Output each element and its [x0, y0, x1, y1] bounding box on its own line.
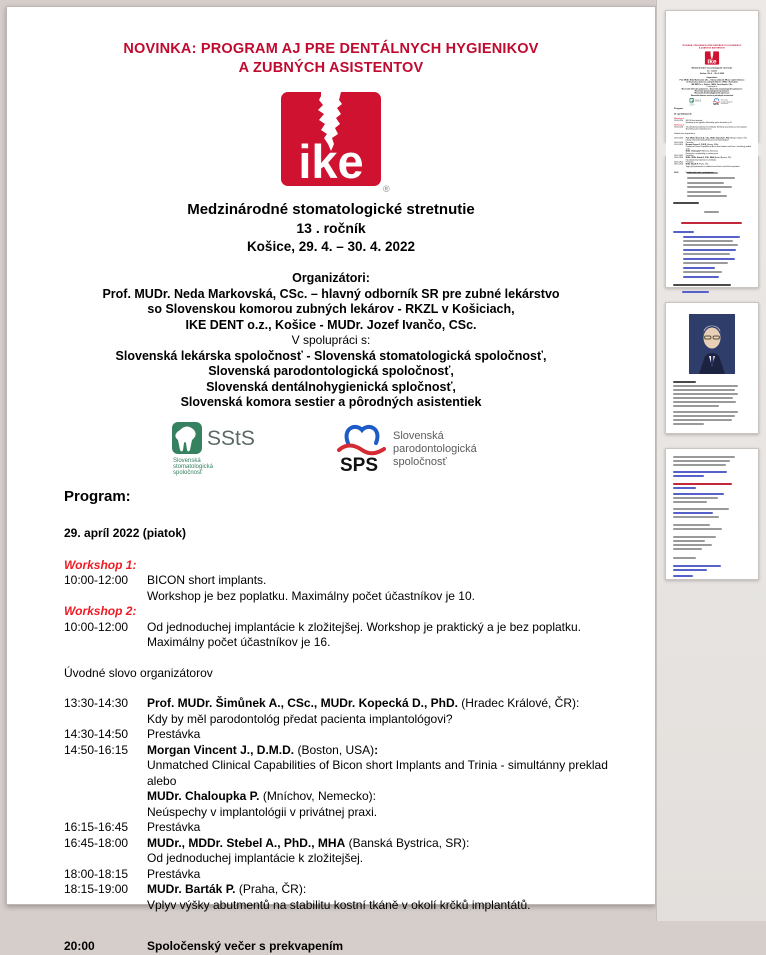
- session-time: 16:15-16:45: [64, 820, 129, 834]
- thumbnail-text-line: [673, 544, 712, 546]
- organizers-heading: Organizátori:: [292, 271, 370, 285]
- svg-text:spoločnosť: spoločnosť: [173, 469, 203, 476]
- thumbnail-text-line: [673, 548, 703, 550]
- banner-line-2: A ZUBNÝCH ASISTENTOV: [238, 60, 424, 76]
- svg-text:parodontologická: parodontologická: [393, 442, 477, 455]
- evening-row: [64, 939, 627, 955]
- thumbnail-text-line: [673, 460, 731, 462]
- thumbnail-text-line: [673, 487, 696, 489]
- thumbnail-text-line: [683, 262, 727, 264]
- thumbnail-text-line: [673, 419, 732, 421]
- document-page-1: [6, 6, 656, 953]
- ike-logo-graphic: [268, 90, 394, 194]
- thumbnail-text-line: [683, 240, 733, 242]
- thumbnail-text-line: [683, 276, 718, 278]
- svg-text:SPS: SPS: [712, 102, 719, 106]
- ssts-logo: [171, 421, 276, 475]
- cooperation-line: Slovenská dentálnohygienická spločnosť,: [206, 379, 456, 394]
- svg-text:ike: ike: [706, 58, 717, 66]
- thumbnail-page-4-preview: [666, 449, 758, 579]
- organizers-block: [7, 271, 655, 411]
- session-row: [64, 882, 627, 913]
- thumbnail-text-line: [673, 397, 734, 399]
- cooperation-line: Slovenská lekárska spoločnosť - Slovenská stomatologická spoločnosť,: [115, 348, 547, 363]
- workshop-1-row: [64, 573, 627, 604]
- page-banner-title: [7, 40, 655, 78]
- speaker-photo-icon: [689, 314, 735, 374]
- svg-text:Slovenská: Slovenská: [689, 103, 693, 105]
- session-time: 16:45-18:00: [64, 835, 129, 850]
- thumbnail-text-line: [673, 528, 723, 530]
- session-time: 14:50-16:15: [64, 742, 129, 757]
- thumbnail-page-3-preview: [666, 303, 758, 433]
- cooperation-line: Slovenská parodontologická spoločnosť,: [208, 364, 454, 378]
- thumbnail-text-line: [683, 253, 730, 255]
- svg-text:®: ®: [383, 184, 390, 194]
- organizer-line: so Slovenskou komorou zubných lekárov - RKZL v Košiciach,: [147, 302, 515, 316]
- session-row: [64, 696, 627, 727]
- thumbnail-text-line: [681, 222, 742, 224]
- thumbnail-text-line: [673, 393, 739, 395]
- thumbnail-text-line: [673, 483, 732, 485]
- thumbnail-text-line: [673, 475, 704, 477]
- thumbnail-page-1[interactable]: [665, 10, 759, 174]
- session-time: 14:30-14:50: [64, 727, 129, 741]
- thumbnail-text-line: [683, 267, 714, 269]
- workshop-1-time: 10:00-12:00: [64, 573, 129, 587]
- svg-text:ike: ike: [298, 135, 364, 188]
- thumbnail-text-line: [673, 456, 735, 458]
- thumbnail-text-line: [687, 195, 728, 197]
- session-description: Morgan Vincent J., D.M.D. (Boston, USA): Unmatched Clinical Capabilities of Bicon short Implants and Trinia - simultánny preklad alebo MUDr. Chaloupka P. (Mníchov, Nemecko): Neúspechy v implantológii v privátnej praxi.: [147, 742, 608, 819]
- session-description: MUDr. Barták P. (Praha, ČR): Vplyv výšky abutmentů na stabilitu kostní tkáně v okolí krčků implantátů.: [147, 882, 531, 912]
- thumbnail-text-line: [673, 202, 700, 204]
- svg-text:parodontologická: parodontologická: [720, 102, 733, 104]
- thumbnail-text-line: [673, 557, 696, 559]
- sps-logo: [331, 421, 491, 475]
- event-title: Medzinárodné stomatologické stretnutie: [187, 201, 475, 218]
- svg-text:Slovenská: Slovenská: [393, 429, 444, 442]
- thumbnail-text-line: [683, 258, 734, 260]
- thumbnail-text-line: [673, 401, 737, 403]
- organizer-line: IKE DENT o.z., Košice - MUDr. Jozef Ivančo, CSc.: [185, 317, 477, 332]
- thumbnail-text-line: [683, 271, 722, 273]
- thumbnail-page-2-preview: [666, 157, 758, 287]
- session-row: [64, 820, 627, 836]
- workshop-2-line: Maximálny počet účastníkov je 16.: [147, 635, 331, 649]
- thumbnail-page-2[interactable]: [665, 156, 759, 288]
- event-header: [7, 200, 655, 256]
- thumbnail-text-line: [683, 236, 739, 238]
- workshop-2-line: Od jednoduchej implantácie k zložitejšej. Workshop je praktický a je bez poplatku.: [147, 619, 582, 634]
- svg-text:spoločnosť: spoločnosť: [393, 455, 447, 468]
- thumbnail-text-line: [673, 497, 718, 499]
- session-time: 18:00-18:15: [64, 866, 129, 881]
- thumbnail-text-line: [673, 415, 735, 417]
- thumbnail-text-line: [687, 177, 735, 179]
- thumbnail-text-line: [673, 381, 696, 383]
- svg-text:SStS: SStS: [693, 98, 701, 103]
- thumbnail-text-line: [673, 524, 710, 526]
- workshop-2-row: [64, 620, 627, 651]
- thumbnail-text-line: [673, 471, 728, 473]
- thumbnail-text-line: [673, 411, 739, 413]
- thumbnail-text-line: [673, 423, 704, 425]
- cooperation-label: V spolupráci s:: [291, 333, 371, 347]
- session-description: Prestávka: [147, 820, 201, 834]
- workshop-1-line: BICON short implants.: [147, 573, 267, 587]
- thumbnail-text-line: [673, 464, 726, 466]
- thumbnail-text-line: [673, 512, 714, 514]
- svg-text:spoločnosť: spoločnosť: [720, 104, 728, 106]
- thumbnail-text-line: [673, 565, 721, 567]
- session-description: MUDr., MDDr. Stebel A., PhD., MHA (Banská Bystrica, SR): Od jednoduchej implantácie k zložitejšej.: [147, 835, 470, 865]
- thumbnail-text-line: [673, 516, 720, 518]
- thumbnail-text-line: [673, 231, 695, 233]
- thumbnail-text-line: [687, 191, 721, 193]
- svg-text:SPS: SPS: [340, 454, 379, 476]
- program-intro: Úvodné slovo organizátorov: [64, 665, 213, 680]
- session-time: 13:30-14:30: [64, 696, 129, 710]
- thumbnail-text-line: [673, 569, 707, 571]
- thumbnail-text-line: [673, 540, 706, 542]
- session-row: [64, 743, 627, 821]
- organizer-line: Prof. MUDr. Neda Markovská, CSc. – hlavný odborník SR pre zubné lekárstvo: [102, 286, 560, 301]
- event-place-date: Košice, 29. 4. – 30. 4. 2022: [246, 239, 416, 254]
- svg-text:SStS: SStS: [207, 426, 255, 450]
- thumbnail-text-line: [673, 385, 739, 387]
- ike-logo: [7, 90, 655, 194]
- thumbnail-text-line: [687, 182, 724, 184]
- banner-line-1: NOVINKA: PROGRAM AJ PRE DENTÁLNYCH HYGIENIKOV: [123, 41, 539, 57]
- session-time: 18:15-19:00: [64, 882, 129, 896]
- thumbnail-text-line: [673, 493, 724, 495]
- thumbnail-text-line: [673, 389, 735, 391]
- thumbnail-text-line: [682, 291, 709, 293]
- thumbnail-page-1-preview: NOVINKA: PROGRAM AJ PRE DENTÁLNYCH HYGIENIKOV A ZUBNÝCH ASISTENTOV ike ® Medzinárodné stomatologické stretnutie 13 . ročník Košice, 29. 4. – 30. 4. 2022 Organizátori: Prof. MUDr. Neda Markovská, CSc. – hlavný odborník SR pre zubné lekárstvo so Slovenskou komorou zubných lekárov - RKZL v Košiciach, IKE DENT o.z., Košice - MUDr. Jozef Ivančo, CSc. V spolupráci s: Slovenská lekárska spoločnosť - Slovenská stomatologická spoločnosť, Slovenská parodontologická spoločnosť, Slovenská dentálnohygienická spločnosť, Slovenská komora sestier a pôrodných asistentiek SStS Slovenská stomatologická spoločnosť SPS Slovenská parodontologická spoločnosť Program: 29. apríl 2022 (piatok) Workshop 1: 10:00-12:00 BICON short implants. Workshop je bez poplatku. Maximálny počet účastníkov je 10. Workshop 2: 10:00-12:00 Od jednoduchej implantácie k zložitejšej. Workshop je praktický a je bez poplatku. Maximálny počet účastníkov je 16. Úvodné slovo organizátorov 13:30-14:30 Prof. MUDr. Šimůnek A., CSc., MUDr. Kopecká D., PhD. (Hradec Králové, ČR): Kdy by měl parodontológ předat pacienta implantológovi? 14:30-14:50 Prestávka 14:50-16:15 Morgan Vincent J., D.M.D. (Boston, USA): Unmatched Clinical Capabilities of Bicon short Implants and Trinia - simultánny preklad alebo MUDr. Chaloupka P. (Mníchov, Nemecko): Neúspechy v implantológii v privátnej praxi. 16:15-16:45 Prestávka 16:45-18:00 MUDr., MDDr. Stebel A., PhD., MHA (Banská Bystrica, SR): Od jednoduchej implantácie k zložitejšej. 18:00-18:15 Prestávka 18:15-19:00 MUDr. Barták P. (Praha, ČR): Vplyv výšky abutmentů na stabilitu kostní tkáně v okolí krčků implantátů. 20:00 Spoločenský večer s prekvapením: [666, 44, 758, 174]
- workshop-1-label: Workshop 1:: [64, 557, 137, 572]
- session-row: [64, 867, 627, 883]
- program-section: [64, 489, 627, 955]
- thumbnail-text-line: [673, 405, 720, 407]
- workshop-2-time: 10:00-12:00: [64, 619, 129, 634]
- svg-text:stomatologická: stomatologická: [173, 463, 214, 470]
- svg-text:Slovenská: Slovenská: [720, 100, 728, 102]
- thumbnail-sidebar: [656, 0, 766, 921]
- thumbnail-text-line: [673, 575, 693, 577]
- session-row: [64, 727, 627, 743]
- session-row: [64, 836, 627, 867]
- thumbnail-page-3[interactable]: [665, 302, 759, 434]
- thumbnail-text-line: [687, 186, 732, 188]
- partner-logos-row: [7, 421, 655, 475]
- thumbnail-text-line: [704, 211, 720, 213]
- session-description: Prof. MUDr. Šimůnek A., CSc., MUDr. Kopecká D., PhD. (Hradec Králové, ČR): Kdy by měl parodontológ předat pacienta implantológovi?: [147, 696, 580, 726]
- thumbnail-text-line: [673, 536, 717, 538]
- session-description: Prestávka: [147, 727, 201, 741]
- session-list: [64, 696, 627, 913]
- program-day: 29. apríl 2022 (piatok): [64, 526, 187, 540]
- cooperation-line: Slovenská komora sestier a pôrodných asistentiek: [180, 395, 482, 409]
- thumbnail-text-line: [673, 284, 732, 286]
- thumbnail-text-line: [683, 249, 736, 251]
- evening-time: 20:00: [64, 939, 95, 953]
- svg-text:Slovenská: Slovenská: [173, 457, 201, 464]
- svg-text:spoločnosť: spoločnosť: [689, 105, 694, 107]
- program-heading: Program:: [64, 487, 131, 505]
- thumbnail-text-line: [683, 244, 738, 246]
- event-edition: 13 . ročník: [296, 220, 366, 236]
- thumbnail-text-line: [673, 508, 729, 510]
- workshop-1-line: Workshop je bez poplatku. Maximálny počet účastníkov je 10.: [147, 588, 475, 603]
- svg-text:®: ®: [718, 65, 720, 67]
- session-description: Prestávka: [147, 866, 201, 881]
- thumbnail-text-line: [673, 501, 707, 503]
- svg-text:stomatologická: stomatologická: [689, 104, 695, 106]
- workshop-2-label: Workshop 2:: [64, 604, 137, 618]
- thumbnail-page-4[interactable]: [665, 448, 759, 580]
- evening-title: Spoločenský večer s prekvapením: [147, 939, 344, 953]
